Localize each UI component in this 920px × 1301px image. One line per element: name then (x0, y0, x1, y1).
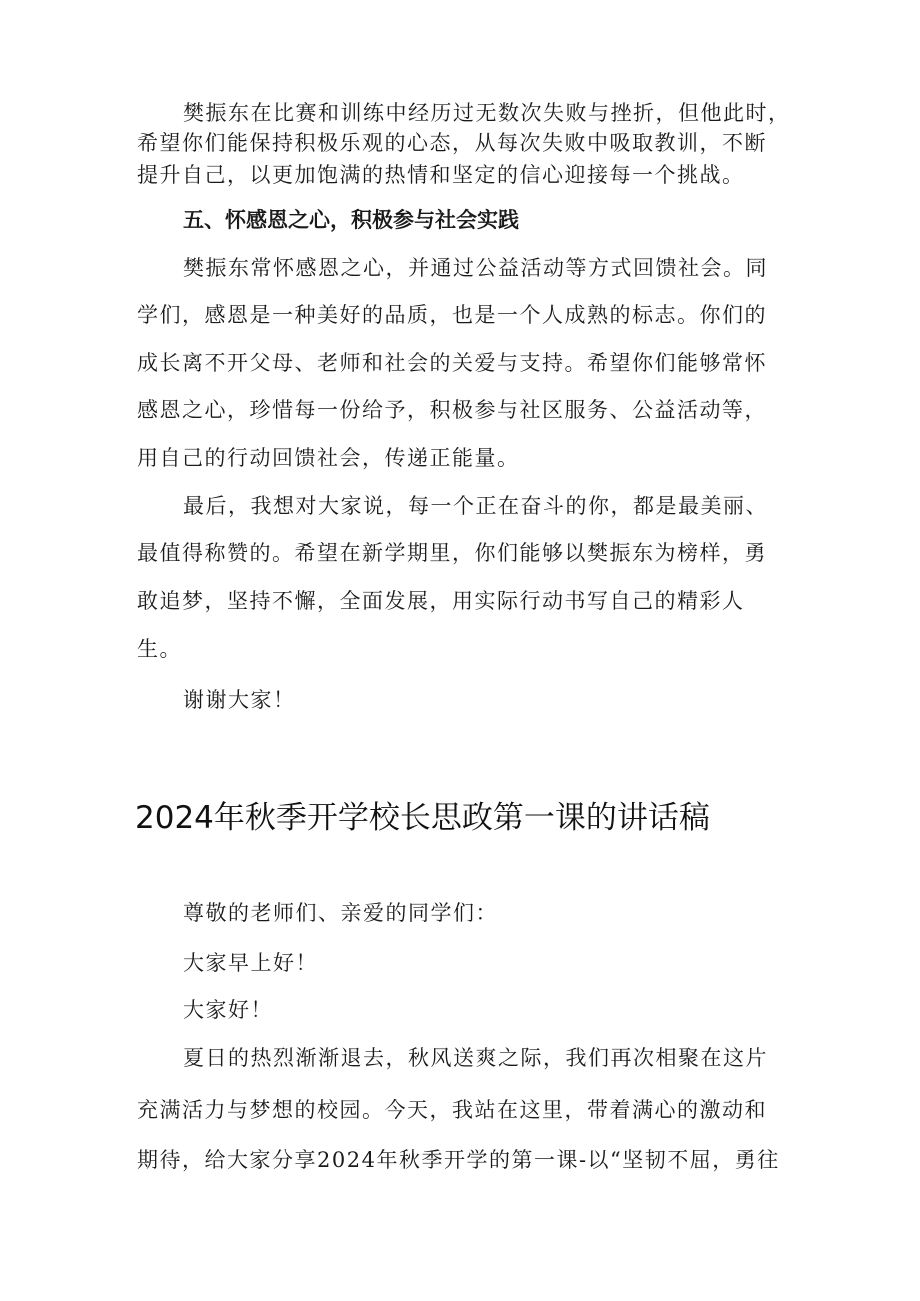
page-title: 2024年秋季开学校长思政第一课的讲话稿 (135, 800, 710, 836)
paragraph-line: 希望你们能保持积极乐观的心态，从每次失败中吸取教训，不断 (137, 131, 767, 155)
paragraph-line: 提升自己，以更加饱满的热情和坚定的信心迎接每一个挑战。 (137, 163, 745, 187)
paragraph-line: 夏日的热烈渐渐退去，秋风送爽之际，我们再次相聚在这片 (183, 1046, 768, 1070)
salutation-text: 尊敬的老师们、亲爱的同学们： (183, 901, 498, 925)
paragraph-line: 樊振东在比赛和训练中经历过无数次失败与挫折，但他此时， (183, 101, 791, 125)
paragraph-line: 最值得称赞的。希望在新学期里，你们能够以樊振东为榜样，勇 (137, 541, 767, 565)
paragraph-line: 敢追梦，坚持不懈，全面发展，用实际行动书写自己的精彩人 (137, 589, 745, 613)
paragraph-line: 学们，感恩是一种美好的品质，也是一个人成熟的标志。你们的 (137, 303, 767, 327)
paragraph-line: 用自己的行动回馈社会，传递正能量。 (137, 446, 520, 470)
greeting-text: 大家好！ (183, 998, 273, 1022)
paragraph-line: 充满活力与梦想的校园。今天，我站在这里，带着满心的激动和 (137, 1098, 767, 1122)
paragraph-line: 期待，给大家分享2024年秋季开学的第一课-以“坚韧不屈，勇往 (137, 1148, 780, 1172)
section-heading: 五、怀感恩之心，积极参与社会实践 (183, 208, 519, 232)
paragraph-line: 樊振东常怀感恩之心，并通过公益活动等方式回馈社会。同 (183, 256, 768, 280)
paragraph-line: 成长离不开父母、老师和社会的关爱与支持。希望你们能够常怀 (137, 351, 767, 375)
closing-text: 谢谢大家！ (183, 688, 296, 712)
greeting-text: 大家早上好！ (183, 951, 318, 975)
paragraph-line: 最后，我想对大家说，每一个正在奋斗的你，都是最美丽、 (183, 494, 768, 518)
paragraph-line: 生。 (137, 637, 182, 661)
paragraph-line: 感恩之心，珍惜每一份给予，积极参与社区服务、公益活动等， (137, 398, 767, 422)
